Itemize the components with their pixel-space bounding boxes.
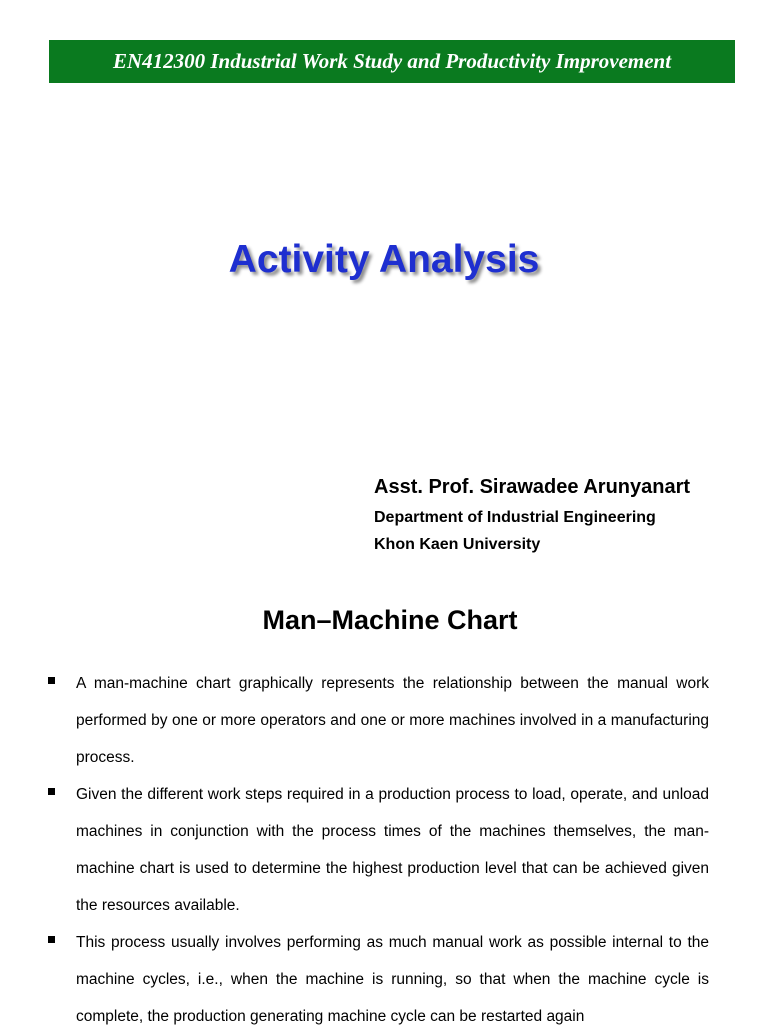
section-heading: Man–Machine Chart — [262, 605, 518, 635]
bullet-text: Given the different work steps required in a production process to load, operate, and unload machines in conjunction with the process times of the machines themselves, the man-machine chart is used to determine the highest production level that can be achieved given the resources available. — [76, 786, 709, 914]
square-bullet-icon — [48, 788, 55, 795]
document-title: Activity Analysis — [228, 238, 540, 281]
bullet-item — [0, 665, 768, 776]
bullet-item — [0, 776, 768, 924]
author-university: Khon Kaen University — [374, 536, 541, 553]
author-name: Asst. Prof. Sirawadee Arunyanart — [374, 476, 691, 498]
bullet-text: This process usually involves performing as much manual work as possible internal to the machine cycles, i.e., when the machine is running, so that when the machine cycle is complete, the production generating machine cycle can be restarted again — [76, 934, 709, 1025]
bullet-text: A man-machine chart graphically represents the relationship between the manual work performed by one or more operators and one or more machines involved in a manufacturing process. — [76, 675, 709, 766]
square-bullet-icon — [48, 936, 55, 943]
bullet-list — [0, 665, 768, 1035]
author-department: Department of Industrial Engineering — [374, 509, 656, 526]
course-banner — [49, 40, 735, 83]
bullet-item — [0, 924, 768, 1035]
course-title: EN412300 Industrial Work Study and Productivity Improvement — [112, 49, 672, 73]
square-bullet-icon — [48, 677, 55, 684]
